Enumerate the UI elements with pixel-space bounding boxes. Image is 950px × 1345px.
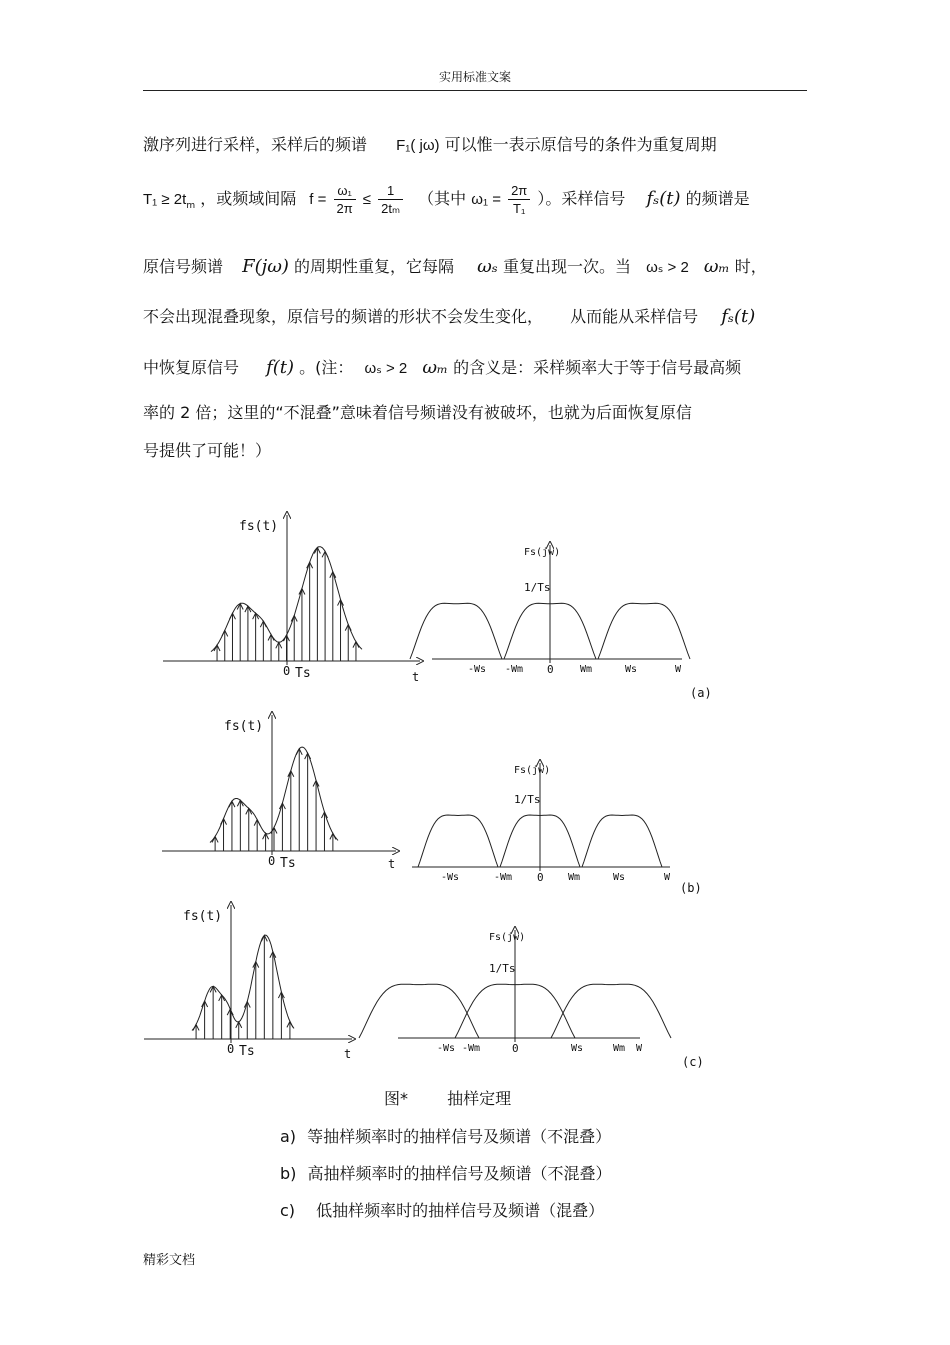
sample-arrowhead [236, 1022, 242, 1028]
spectrum-label: Fs(jw) [489, 932, 526, 943]
formula: F(jω) [242, 256, 289, 277]
page-header: 实用标准文案 [438, 70, 511, 84]
sample-arrowhead [237, 800, 243, 806]
sample-arrowhead [291, 616, 297, 622]
frequency-tick: Wm [568, 872, 581, 883]
origin-label: 0 [283, 664, 291, 678]
text-line-6: 率的 2 倍；这里的“不混叠”意味着信号频谱没有被破坏，也就为后面恢复原信 [143, 403, 692, 422]
sample-arrowhead [313, 780, 319, 786]
caption-a [280, 1124, 611, 1147]
sample-arrowhead [212, 836, 218, 842]
origin-label: 0 [268, 854, 276, 868]
header-rule [143, 90, 807, 91]
text: 重复出现一次。当 [502, 257, 631, 276]
figure-caption [384, 1086, 511, 1109]
sample-arrowhead [314, 548, 320, 554]
sample-arrowhead [261, 935, 267, 941]
frequency-tick: -Ws [437, 1043, 456, 1054]
sample-arrowhead [353, 642, 359, 648]
amplitude-label: 1/Ts [514, 793, 541, 806]
numerator: ω₁ [334, 182, 356, 200]
frequency-tick: Ws [571, 1043, 584, 1054]
time-label: t [388, 857, 396, 871]
spectrum-lobe [598, 603, 690, 659]
fraction-2 [378, 182, 403, 217]
sample-arrowhead [263, 833, 269, 839]
formula: F₁( jω) [396, 137, 440, 154]
sample-arrowhead [271, 827, 277, 833]
sample-arrowhead [202, 1001, 208, 1007]
caption-label: c) [280, 1201, 296, 1220]
spectrum-lobe [551, 984, 671, 1038]
numerator: 2π [508, 182, 530, 200]
caption-text: 低抽样频率时的抽样信号及频谱（混叠） [316, 1201, 605, 1220]
formula: ωₛ > 2 [364, 360, 408, 377]
formula: ω₁ = [471, 191, 501, 208]
text: 激序列进行采样，采样后的频谱 [143, 135, 368, 154]
sample-arrowhead [229, 613, 235, 619]
text: （其中 [418, 189, 467, 208]
time-label: t [344, 1047, 352, 1061]
origin-label: 0 [227, 1042, 235, 1056]
sample-arrowhead [246, 808, 252, 814]
sample-arrowhead [214, 645, 220, 651]
sample-arrowhead [254, 820, 260, 826]
amplitude-label: 1/Ts [489, 962, 516, 975]
sample-arrowhead [237, 604, 243, 610]
frequency-tick: Ws [625, 664, 638, 675]
spectrum-lobe [418, 815, 498, 867]
spectrum-lobe [500, 815, 580, 867]
sample-arrowhead [322, 551, 328, 557]
signal-envelope [192, 935, 294, 1030]
caption-label: a) [280, 1127, 297, 1146]
numerator: 1 [378, 182, 403, 200]
formula-sub: m [186, 201, 196, 212]
sample-arrowhead [245, 606, 251, 612]
formula: f = [309, 191, 327, 208]
origin-label: 0 [512, 1042, 519, 1055]
sample-arrowhead [321, 812, 327, 818]
spectrum-lobe [410, 603, 502, 659]
spectrum-label: Fs(jw) [524, 547, 561, 558]
signal-envelope [210, 747, 338, 842]
spectrum-lobe [582, 815, 662, 867]
sample-arrowhead [287, 1021, 293, 1027]
text: 不会出现混叠现象，原信号的频谱的形状不会发生变化， [143, 307, 544, 326]
frequency-tick: -Wm [462, 1043, 481, 1054]
frequency-tick: -Wm [494, 872, 513, 883]
text-line-7: 号提供了可能！） [143, 441, 272, 460]
frequency-tick: Ws [613, 872, 626, 883]
sample-arrowhead [253, 613, 259, 619]
sample-arrowhead [222, 630, 228, 636]
sample-arrowhead [253, 962, 259, 968]
text-line-4 [143, 304, 755, 327]
sample-arrowhead [278, 992, 284, 998]
frequency-tick: W [636, 1043, 643, 1054]
fraction-3 [508, 182, 530, 217]
sample-arrowhead [330, 572, 336, 578]
signal-label: fs(t) [183, 909, 223, 924]
frequency-tick: -Ws [468, 664, 487, 675]
denominator: 2tₘ [381, 201, 401, 216]
formula: f(t) [266, 357, 295, 378]
sample-arrowhead [268, 634, 274, 640]
origin-label: 0 [547, 663, 554, 676]
sample-arrowhead [305, 753, 311, 759]
text-line-3 [143, 254, 767, 277]
sample-arrowhead [210, 986, 216, 992]
sample-arrowhead [279, 803, 285, 809]
text: 中恢复原信号 [143, 358, 240, 377]
origin-label: 0 [537, 871, 544, 884]
text: 可以惟一表示原信号的条件为重复周期 [444, 135, 717, 154]
text: ）。采样信号 [537, 189, 626, 208]
text: 。(注： [299, 358, 354, 377]
sample-arrowhead [338, 600, 344, 606]
sample-arrowhead [299, 589, 305, 595]
text-line-2 [143, 182, 750, 217]
text: 从而能从采样信号 [570, 307, 699, 326]
panel-tag-a: (a) [690, 686, 712, 700]
sample-arrowhead [260, 621, 266, 627]
formula: ωₛ > 2 [646, 259, 689, 276]
sample-arrowhead [219, 995, 225, 1001]
formula: T₁ ≥ 2t [143, 191, 187, 208]
page-footer: 精彩文档 [143, 1253, 196, 1268]
signal-label: fs(t) [224, 719, 264, 734]
frequency-tick: Wm [580, 664, 593, 675]
text: 时， [734, 257, 767, 276]
figure-number: 图* [384, 1089, 409, 1108]
caption-label: b) [280, 1164, 297, 1183]
period-label: Ts [280, 856, 296, 871]
denominator: 2π [336, 201, 353, 216]
text-line-5 [143, 355, 741, 378]
signal-label: fs(t) [239, 519, 279, 534]
panel-tag-c: (c) [682, 1055, 704, 1069]
spectrum-label: Fs(jw) [514, 765, 551, 776]
denominator: T₁ [513, 201, 526, 216]
formula: ωₘ [422, 357, 449, 378]
text: ，或频域间隔 [200, 189, 297, 208]
sample-arrowhead [221, 819, 227, 825]
caption-b [280, 1161, 612, 1184]
caption-c [280, 1198, 604, 1221]
formula: fₛ(t) [721, 306, 756, 327]
formula: ≤ [362, 191, 372, 208]
formula: ωₘ [703, 256, 730, 277]
figure-title: 抽样定理 [447, 1089, 512, 1108]
sample-arrowhead [276, 642, 282, 648]
text-line-1 [143, 132, 717, 155]
sample-arrowhead [270, 952, 276, 958]
formula: fₛ(t) [646, 188, 681, 209]
panel-tag-b: (b) [680, 881, 702, 895]
frequency-tick: W [675, 664, 682, 675]
fraction-1 [334, 182, 356, 217]
formula: ωₛ [477, 256, 498, 277]
sample-arrowhead [284, 635, 290, 641]
sample-arrowhead [345, 625, 351, 631]
frequency-tick: -Ws [441, 872, 460, 883]
sample-arrowhead [227, 1009, 233, 1015]
amplitude-label: 1/Ts [524, 581, 551, 594]
caption-text: 等抽样频率时的抽样信号及频谱（不混叠） [307, 1127, 612, 1146]
frequency-tick: Wm [613, 1043, 626, 1054]
spectrum-lobe [504, 603, 596, 659]
sample-arrowhead [193, 1024, 199, 1030]
spectrum-lobe [359, 984, 479, 1038]
spectrum-lobe [455, 984, 575, 1038]
sample-arrowhead [330, 833, 336, 839]
text: 的含义是：采样频率大于等于信号最高频 [453, 358, 742, 377]
sample-arrowhead [296, 749, 302, 755]
frequency-tick: W [664, 872, 671, 883]
period-label: Ts [239, 1044, 255, 1059]
signal-envelope [211, 547, 362, 652]
frequency-tick: -Wm [505, 664, 524, 675]
time-label: t [412, 670, 420, 684]
sample-arrowhead [229, 801, 235, 807]
sample-arrowhead [244, 1002, 250, 1008]
text: 原信号频谱 [143, 257, 224, 276]
caption-text: 高抽样频率时的抽样信号及频谱（不混叠） [307, 1164, 612, 1183]
text: 的频谱是 [685, 189, 750, 208]
sample-arrowhead [288, 771, 294, 777]
period-label: Ts [295, 666, 311, 681]
text: 的周期性重复，它每隔 [294, 257, 455, 276]
sample-arrowhead [307, 562, 313, 568]
